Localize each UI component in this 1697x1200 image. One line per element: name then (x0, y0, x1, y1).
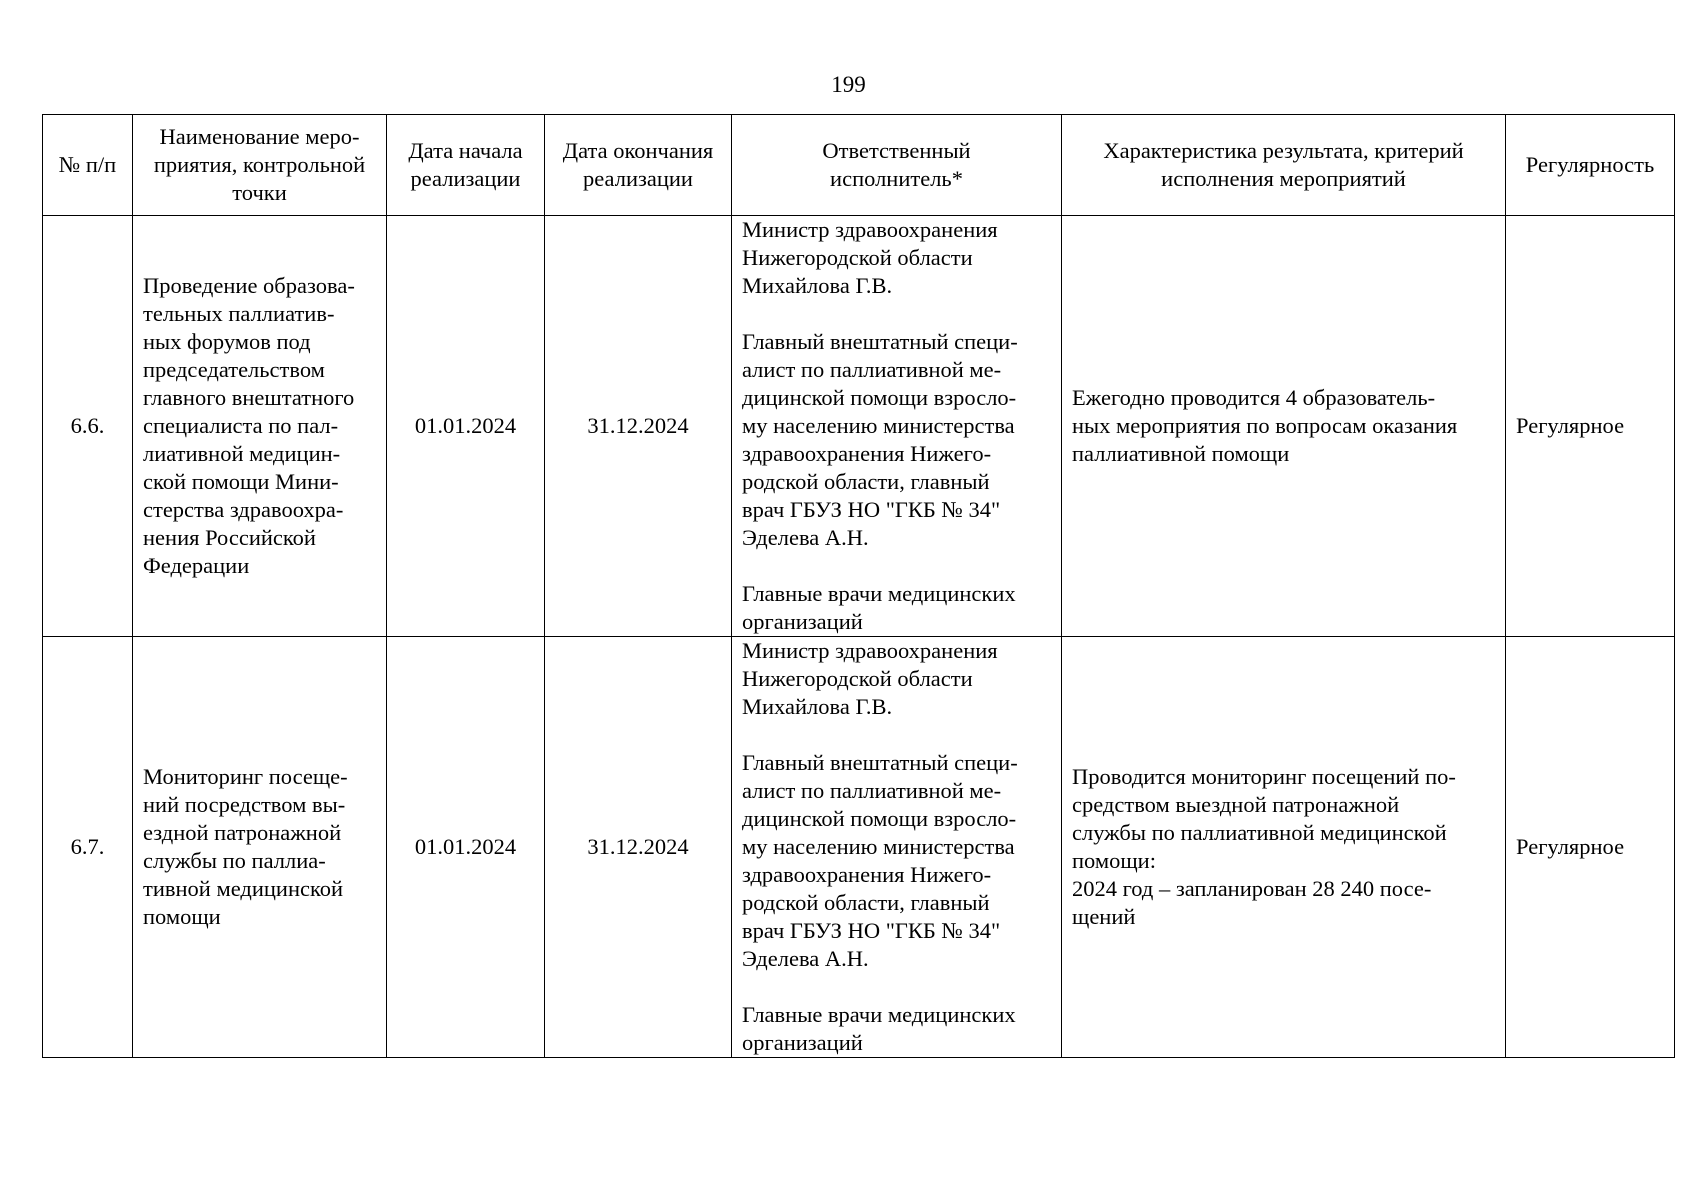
row-end-date: 31.12.2024 (545, 637, 732, 1058)
responsible-chief-specialist: Главный внештатный специ- алист по паллиативной ме- дицинской помощи взросло- му населению министерства здравоохранения Нижего- родской области, главный врач ГБУЗ НО "ГКБ № 34" Эделева А.Н. (742, 750, 1018, 971)
row-end-date: 31.12.2024 (545, 216, 732, 637)
row-result: Проводится мониторинг посещений по- средством выездной патронажной службы по паллиативной медицинской помощи: 2024 год – запланирован 28 240 посе- щений (1062, 637, 1506, 1058)
activities-table (42, 114, 1675, 1058)
row-activity-name: Проведение образова- тельных паллиатив- ных форумов под председательством главного внештатного специалиста по пал- лиативной медицин- ской помощи Мини- стерства здравоохра- нения Российской Федерации (133, 216, 387, 637)
row-responsible (732, 637, 1062, 1058)
row-responsible (732, 216, 1062, 637)
header-activity-name: Наименование меро- приятия, контрольной точки (133, 115, 387, 216)
table-row (43, 637, 1675, 1058)
row-activity-name: Мониторинг посеще- ний посредством вы- ездной патронажной службы по паллиа- тивной медицинской помощи (133, 637, 387, 1058)
row-result: Ежегодно проводится 4 образователь- ных мероприятия по вопросам оказания паллиативной помощи (1062, 216, 1506, 637)
responsible-chief-doctors: Главные врачи медицинских организаций (742, 581, 1016, 634)
row-number: 6.7. (43, 637, 133, 1058)
header-regularity: Регулярность (1506, 115, 1675, 216)
table-header-row (43, 115, 1675, 216)
header-result: Характеристика результата, критерий исполнения мероприятий (1062, 115, 1506, 216)
row-start-date: 01.01.2024 (387, 637, 545, 1058)
page-number: 199 (831, 72, 866, 97)
row-regularity: Регулярное (1506, 216, 1675, 637)
row-number: 6.6. (43, 216, 133, 637)
responsible-minister: Министр здравоохранения Нижегородской области Михайлова Г.В. (742, 638, 998, 719)
header-start-date: Дата начала реализации (387, 115, 545, 216)
responsible-minister: Министр здравоохранения Нижегородской области Михайлова Г.В. (742, 217, 998, 298)
row-regularity: Регулярное (1506, 637, 1675, 1058)
responsible-chief-doctors: Главные врачи медицинских организаций (742, 1002, 1016, 1055)
table-row (43, 216, 1675, 637)
header-number: № п/п (43, 115, 133, 216)
responsible-chief-specialist: Главный внештатный специ- алист по паллиативной ме- дицинской помощи взросло- му населению министерства здравоохранения Нижего- родской области, главный врач ГБУЗ НО "ГКБ № 34" Эделева А.Н. (742, 329, 1018, 550)
row-start-date: 01.01.2024 (387, 216, 545, 637)
header-responsible: Ответственный исполнитель* (732, 115, 1062, 216)
header-end-date: Дата окончания реализации (545, 115, 732, 216)
